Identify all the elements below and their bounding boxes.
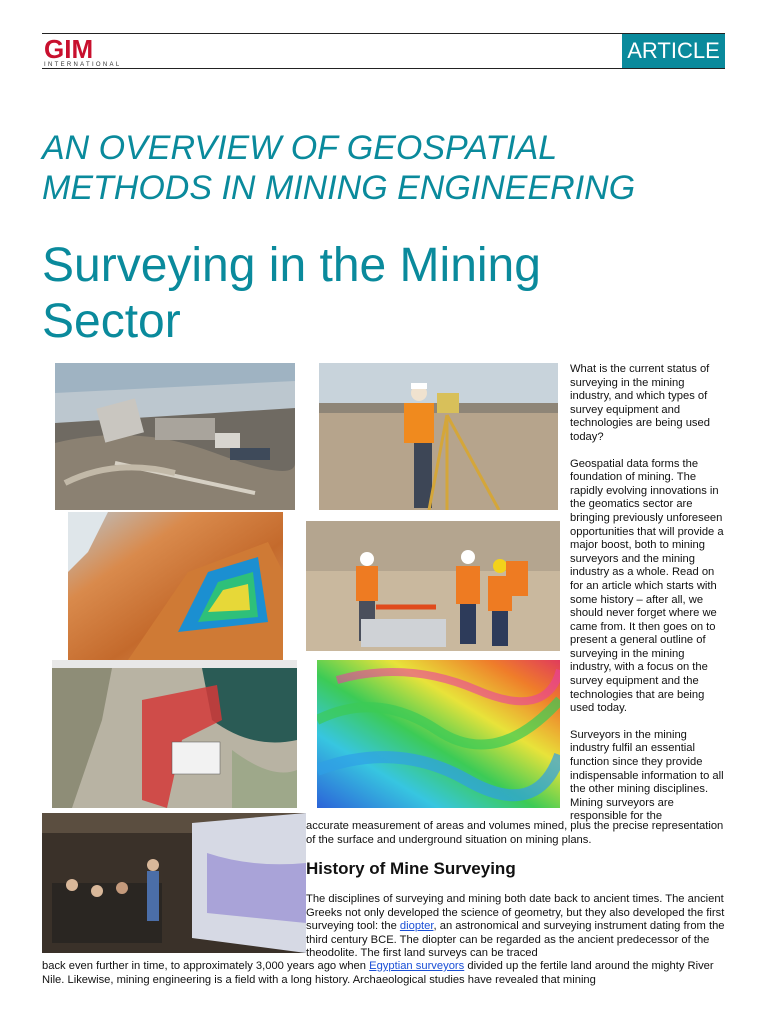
article-tag: ARTICLE bbox=[622, 34, 725, 68]
intro-paragraph-3: Surveyors in the mining industry fulfil an essential function since they provide indispensable information to all the other mining disciplines. Mining surveyors are responsible for the bbox=[570, 728, 724, 823]
terrain-elevation-map bbox=[317, 660, 560, 808]
gim-logo[interactable] bbox=[44, 34, 122, 70]
logo-wordmark: GIM bbox=[44, 34, 94, 64]
gis-software-screenshot bbox=[52, 660, 297, 808]
intro-paragraph-2: Geospatial data forms the foundation of mining. The rapidly evolving innovations in the geomatics sector are bringing previously unforeseen opportunities that will provide a major boost, both to mining surveyors and the mining industry as a whole. Read on for an article which starts with some history – after all, we should never forget where we came from. It then goes on to present a general outline of surveying in the mining industry, with a focus on the survey equipment and the technologies that are being used today. bbox=[570, 457, 724, 715]
kicker-line-2: METHODS IN MINING ENGINEERING bbox=[42, 169, 636, 207]
title-line-2: Sector bbox=[42, 295, 181, 348]
intro-paragraph-3-continued: accurate measurement of areas and volumes mined, plus the precise representation of the surface and underground situation on mining plans. bbox=[306, 820, 724, 846]
intro-column bbox=[570, 363, 728, 824]
intro-paragraph-1: What is the current status of surveying in the mining industry, and which types of survey equipment and technologies are being used today? bbox=[570, 363, 710, 443]
egyptian-surveyors-link[interactable]: Egyptian surveyors bbox=[369, 960, 465, 972]
history-text-b: , an astronomical and surveying instrument dating from the third century BCE. The diopter can be regarded as the ancient predecessor of the theodolite. The first land surveys can be traced bbox=[306, 920, 725, 960]
page-title bbox=[42, 238, 682, 350]
title-line-1: Surveying in the Mining bbox=[42, 239, 541, 292]
kicker-line-1: AN OVERVIEW OF GEOSPATIAL bbox=[42, 129, 558, 167]
diopter-link[interactable]: diopter bbox=[399, 920, 434, 933]
visualization-room-photo bbox=[42, 813, 306, 953]
history-text-d: divided up the fertile land around the mighty River Nile. Likewise, mining engineering is a field with a long history. Archaeological studies have revealed that mining bbox=[42, 960, 714, 986]
kicker-heading bbox=[42, 128, 742, 208]
history-text-c: back even further in time, to approximately 3,000 years ago when bbox=[42, 960, 370, 972]
history-paragraph bbox=[306, 893, 726, 961]
history-heading: History of Mine Surveying bbox=[306, 859, 516, 878]
surveyor-total-station-photo bbox=[319, 363, 558, 510]
history-paragraph-continued bbox=[42, 960, 726, 987]
pit-3d-model-image bbox=[68, 512, 283, 660]
aerial-mine-photo bbox=[55, 363, 295, 510]
survey-team-drone-photo bbox=[306, 521, 560, 651]
header-bottom-rule bbox=[42, 68, 725, 69]
history-text-a: The disciplines of surveying and mining both date back to ancient times. The ancient Greeks not only developed the science of geometry, but they also developed the first surveying tool: the bbox=[306, 893, 725, 933]
logo-subtitle: INTERNATIONAL bbox=[44, 62, 122, 68]
